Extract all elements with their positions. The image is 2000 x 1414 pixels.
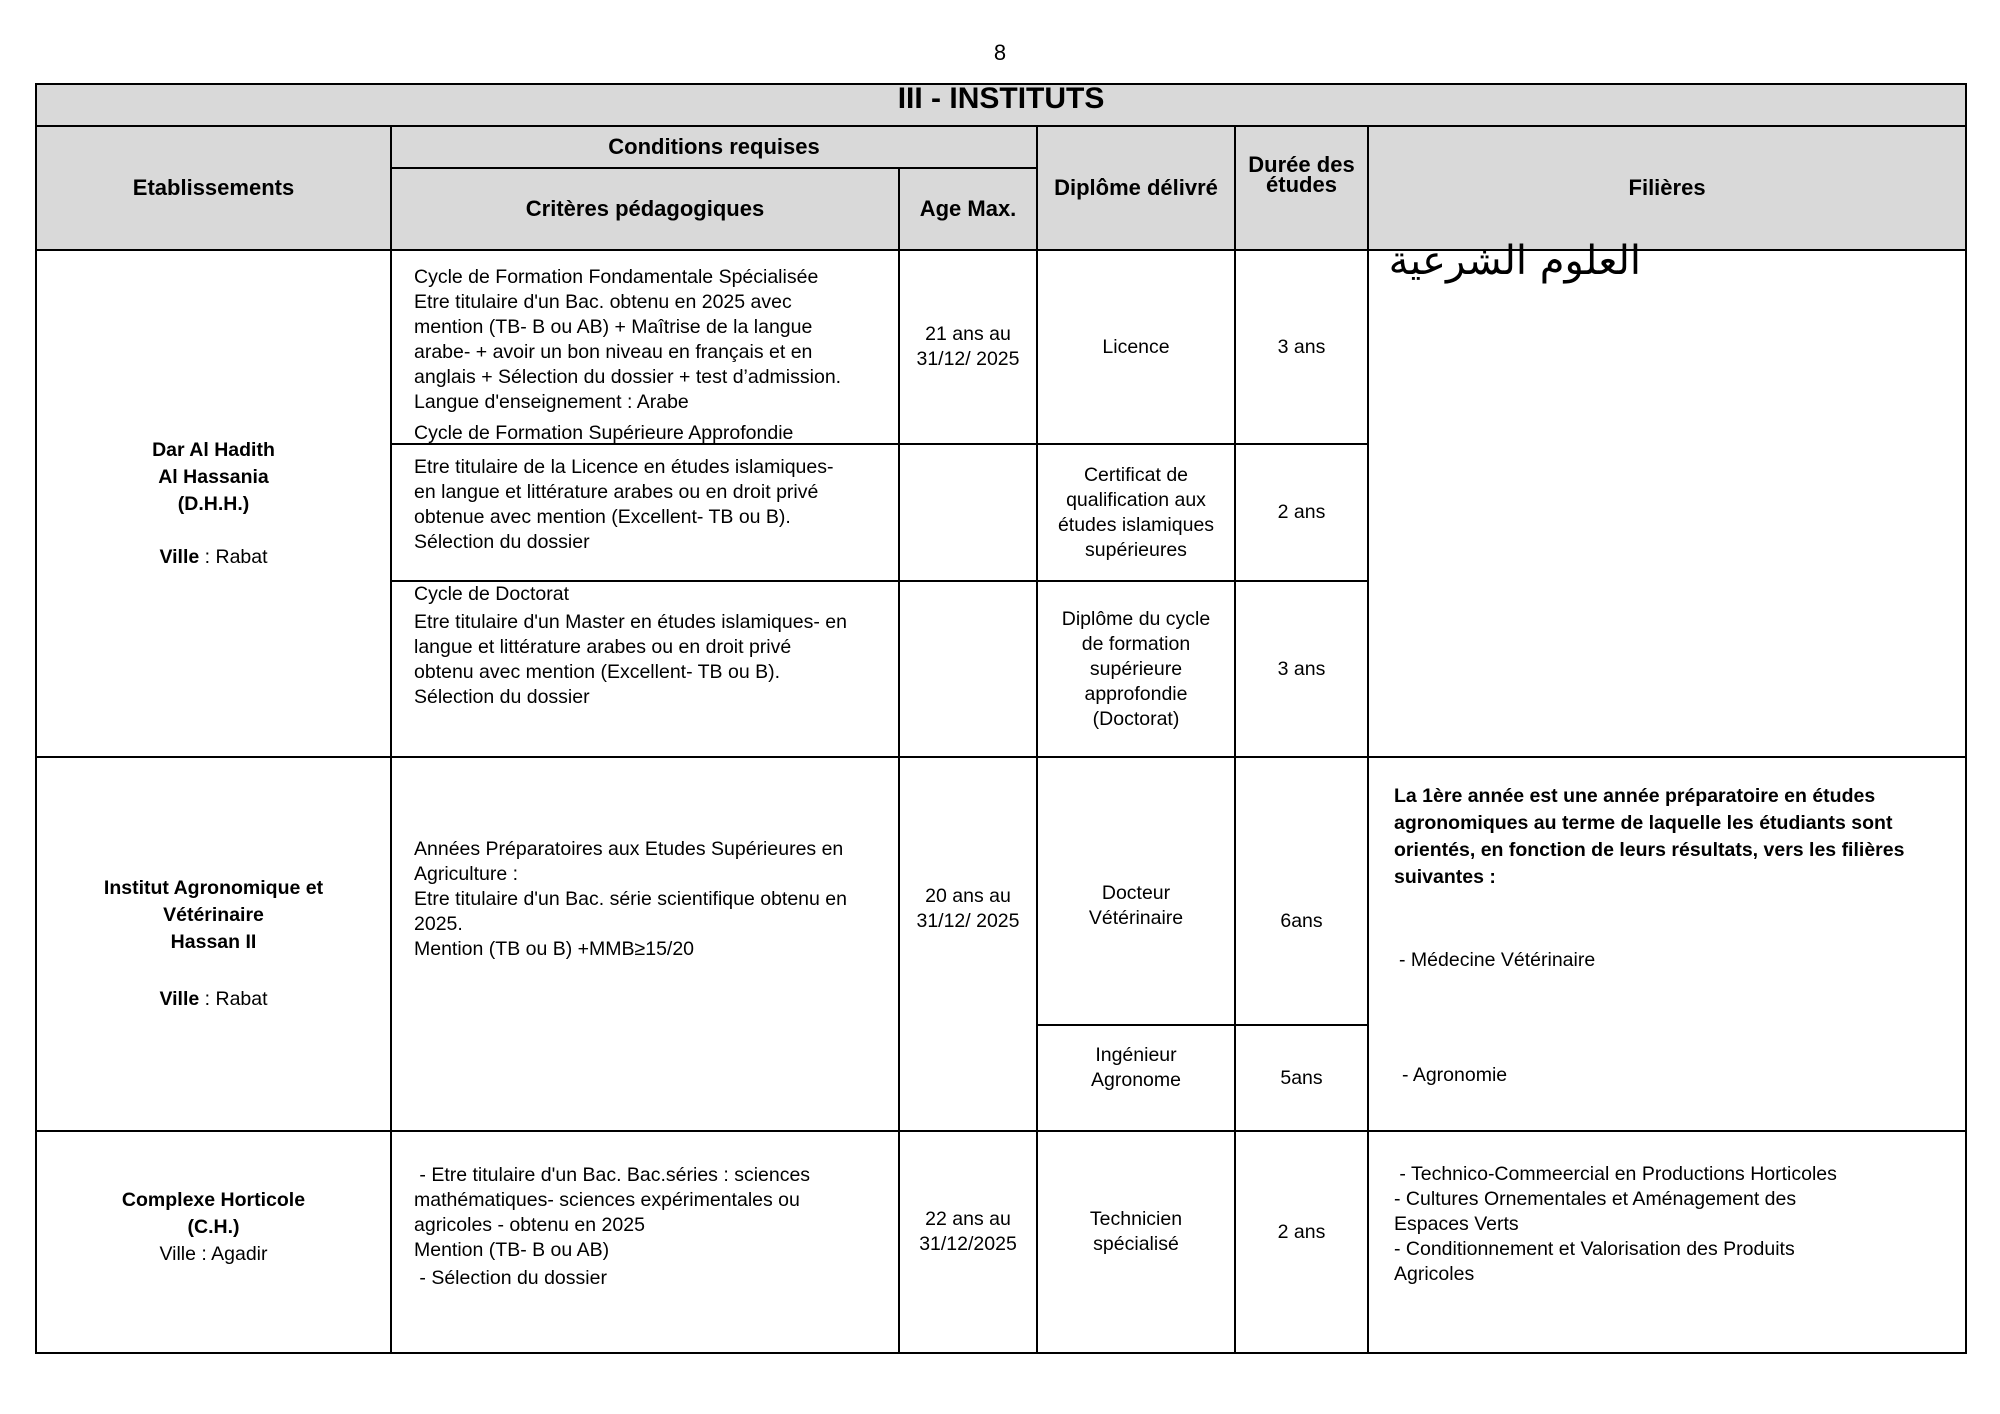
criteria-cell: Cycle de Doctorat Etre titulaire d'un Master en études islamiques- en langue et littérature arabes ou en droit privé obtenu avec mention (Excellent- TB ou B). Sélection du dossier: [391, 581, 899, 757]
institution-name-line: Hassan II: [170, 931, 257, 953]
institution-iav: [36, 757, 391, 1131]
header-duree-line1: Durée des: [1248, 152, 1355, 177]
institution-name-line: Dar Al Hadith: [152, 438, 275, 461]
institution-name-line: Institut Agronomique et: [103, 877, 324, 899]
institution-name-line: (C.H.): [187, 1215, 240, 1238]
duree-cell: 3 ans: [1235, 581, 1368, 757]
institution-ville: Ville : Rabat: [159, 545, 268, 568]
filiere-item: - Technico-Commeercial en Productions Horticoles: [1394, 1163, 1837, 1185]
age-cell: 20 ans au 31/12/ 2025: [899, 757, 1037, 1131]
filiere-item: - Conditionnement et Valorisation des Produits: [1394, 1238, 1795, 1260]
diplome-cell: Ingénieur Agronome: [1037, 1025, 1235, 1131]
diplome-cell: Certificat de qualification aux études islamiques supérieures: [1037, 444, 1235, 581]
institutes-table: [35, 83, 1967, 1354]
diplome-cell: Diplôme du cycle de formation supérieure approfondie (Doctorat): [1037, 581, 1235, 757]
criteria-cell: - Etre titulaire d'un Bac. Bac.séries : sciences mathématiques- sciences expérimentales ou agricoles - obtenu en 2025 Mention (TB- B ou AB) - Sélection du dossier: [391, 1131, 899, 1353]
filiere-item: - Cultures Ornementales et Aménagement des: [1394, 1188, 1797, 1210]
cycle-heading: Cycle de Formation Fondamentale Spécialisée: [414, 266, 819, 288]
filieres-cell: [1368, 238, 1966, 757]
section-title: III - INSTITUTS: [36, 84, 1966, 126]
age-cell: [899, 444, 1037, 581]
header-age: Age Max.: [899, 168, 1037, 250]
duree-cell: 6ans: [1235, 757, 1368, 1025]
institution-ville: Ville : Agadir: [159, 1242, 268, 1265]
diplome-cell: Technicien spécialisé: [1037, 1131, 1235, 1353]
filiere-arabic: العلوم الشرعية: [1388, 238, 1641, 284]
criteria-cell: Cycle de Formation Fondamentale Spécialisée Etre titulaire d'un Bac. obtenu en 2025 avec mention (TB- B ou AB) + Maîtrise de la langue arabe- + avoir un bon niveau en français et en anglais + Sélection du dossier + test d’admission. Langue d'enseignement : Arabe Cycle de Formation Supérieure Approfondie: [391, 250, 899, 444]
criteria-cell: Etre titulaire de la Licence en études islamiques- en langue et littérature arabes ou en droit privé obtenue avec mention (Excellent- TB ou B). Sélection du dossier: [391, 444, 899, 581]
age-cell: [899, 581, 1037, 757]
age-cell: 22 ans au 31/12/2025: [899, 1131, 1037, 1353]
filieres-cell: La 1ère année est une année préparatoire en études agronomiques au terme de laquelle les étudiants sont orientés, en fonction de leurs résultats, vers les filières suivantes : - Médecine Vétérinaire - Agronomie: [1368, 757, 1966, 1131]
age-cell: 21 ans au 31/12/ 2025: [899, 250, 1037, 444]
header-duree: [1235, 126, 1368, 250]
institution-name-line: (D.H.H.): [177, 492, 250, 515]
duree-cell: 5ans: [1235, 1025, 1368, 1131]
duree-cell: 2 ans: [1235, 1131, 1368, 1353]
header-diplome: Diplôme délivré: [1037, 126, 1235, 250]
institution-ville: Ville : Rabat: [159, 988, 268, 1010]
page-number: 8: [993, 40, 1007, 65]
cycle-heading: Cycle de Formation Supérieure Approfondie: [414, 422, 794, 444]
institution-name-line: Al Hassania: [158, 465, 269, 488]
duree-cell: 3 ans: [1235, 250, 1368, 444]
institution-dhh: [36, 250, 391, 757]
filiere-item: - Médecine Vétérinaire: [1399, 949, 1596, 971]
cycle-heading: Cycle de Doctorat: [414, 583, 569, 605]
header-duree-line2: études: [1266, 172, 1337, 197]
header-filieres: Filières: [1368, 126, 1966, 250]
header-criteres: Critères pédagogiques: [391, 168, 899, 250]
institution-ch: [36, 1131, 391, 1353]
criteria-cell: Années Préparatoires aux Etudes Supérieures en Agriculture : Etre titulaire d'un Bac. série scientifique obtenu en 2025. Mention (TB ou B) +MMB≥15/20: [391, 757, 899, 1131]
duree-cell: 2 ans: [1235, 444, 1368, 581]
institution-name-line: Complexe Horticole: [121, 1188, 306, 1211]
diplome-cell: Licence: [1037, 250, 1235, 444]
header-etablissements: Etablissements: [36, 126, 391, 250]
filiere-item: - Agronomie: [1402, 1064, 1508, 1086]
institution-name-line: Vétérinaire: [163, 904, 264, 926]
filieres-cell: - Technico-Commeercial en Productions Horticoles - Cultures Ornementales et Aménagement des Espaces Verts - Conditionnement et Valorisation des Produits Agricoles: [1368, 1131, 1966, 1353]
diplome-cell: Docteur Vétérinaire: [1037, 757, 1235, 1025]
header-conditions: Conditions requises: [391, 126, 1037, 168]
